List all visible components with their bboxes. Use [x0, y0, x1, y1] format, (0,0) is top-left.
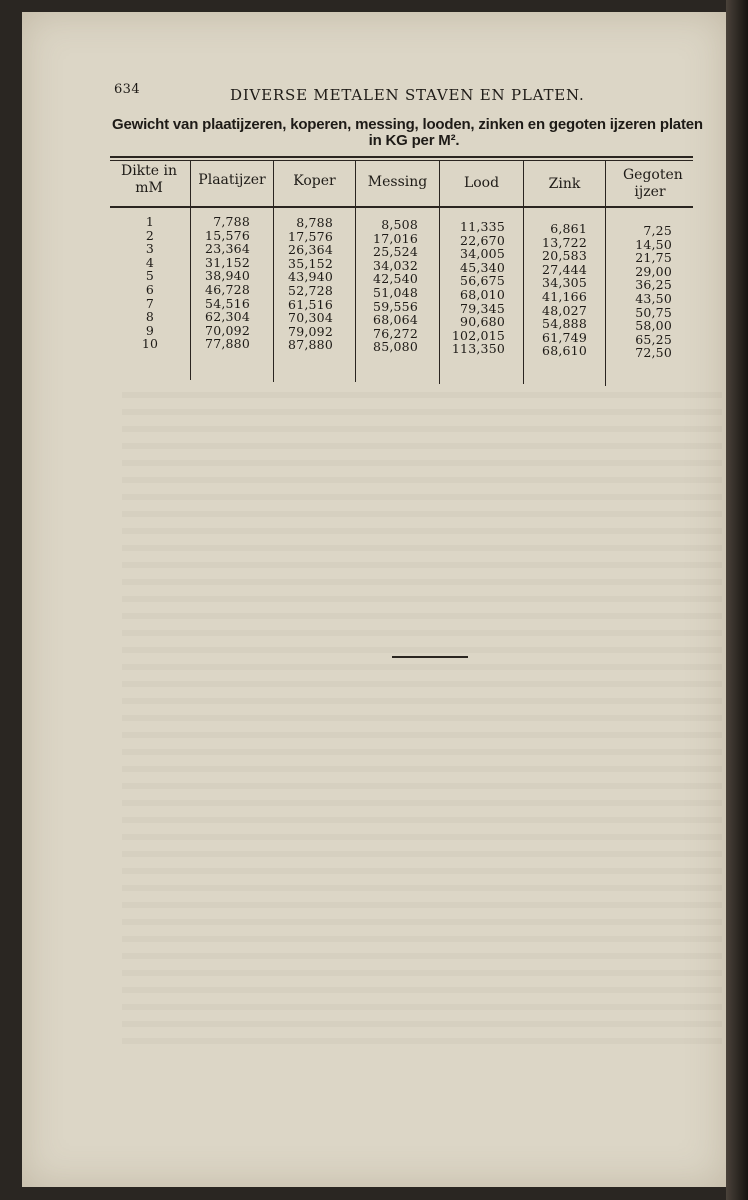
table-cell: 6,861	[550, 221, 587, 236]
header-messing: Messing	[367, 174, 428, 190]
table-cell: 61,516	[288, 296, 333, 312]
table-cell: 7,788	[213, 214, 250, 229]
table-cell: 5	[145, 268, 155, 284]
running-head	[92, 78, 692, 102]
table-cell: 38,940	[205, 268, 250, 284]
table-cell: 29,00	[635, 263, 672, 279]
table-cell: 79,345	[460, 300, 505, 316]
table-cell: 54,516	[205, 295, 250, 311]
header-koper: Koper	[293, 173, 336, 189]
table-cell: 72,50	[635, 345, 672, 361]
table-cell: 31,152	[205, 254, 250, 270]
column-dikte	[110, 215, 190, 351]
column-koper	[273, 216, 333, 352]
table-cell: 1	[145, 214, 155, 229]
table-cell: 43,50	[635, 290, 672, 306]
column-messing	[355, 218, 418, 354]
table-cell: 11,335	[460, 219, 505, 234]
table-cell: 77,880	[205, 336, 250, 352]
table-cell: 27,444	[542, 261, 587, 277]
table-cell: 20,583	[542, 248, 587, 264]
table-cell: 59,556	[373, 298, 418, 314]
table-cell: 14,50	[635, 236, 672, 252]
book-spine	[726, 0, 748, 1200]
table-cell: 34,305	[542, 275, 587, 291]
table-cell: 35,152	[288, 255, 333, 271]
header-gegoten-ijzer: Gegoten ijzer	[623, 167, 683, 200]
table-cell: 102,015	[451, 327, 505, 343]
table-cell: 9	[145, 322, 155, 338]
table-cell: 70,092	[205, 322, 250, 338]
table-cell: 7	[145, 295, 155, 311]
table-cell: 113,350	[451, 341, 505, 357]
header-lood: Lood	[463, 175, 500, 191]
table-cell: 6	[145, 281, 155, 297]
table-cell: 26,364	[288, 242, 333, 258]
table-cell: 34,005	[460, 246, 505, 262]
table-cell: 68,010	[460, 286, 505, 302]
table-cell: 2	[145, 227, 155, 243]
running-title: DIVERSE METALEN STAVEN EN PLATEN.	[230, 86, 585, 104]
show-through-rule	[392, 656, 468, 658]
header-plaatijzer: Plaatijzer	[198, 172, 266, 188]
table-cell: 41,166	[542, 288, 587, 304]
column-zink	[523, 222, 587, 358]
table-cell: 36,25	[635, 277, 672, 293]
table-cell: 8,788	[296, 215, 333, 230]
table-cell: 51,048	[373, 284, 418, 300]
table-cell: 8	[145, 309, 155, 325]
table-cell: 52,728	[288, 282, 333, 298]
table-cell: 17,016	[373, 230, 418, 246]
table-cell: 61,749	[542, 329, 587, 345]
column-lood	[439, 220, 505, 356]
header-dikte: Dikte in mM	[120, 163, 178, 196]
show-through-text	[122, 392, 722, 1052]
table-cell: 42,540	[373, 271, 418, 287]
table-cell: 22,670	[460, 232, 505, 248]
table-cell: 15,576	[205, 227, 250, 243]
table-cell: 54,888	[542, 316, 587, 332]
table-cell: 17,576	[288, 228, 333, 244]
table-caption	[112, 116, 703, 149]
table-cell: 4	[145, 254, 155, 270]
table-cell: 50,75	[635, 304, 672, 320]
table-cell: 21,75	[635, 250, 672, 266]
page-number: 634	[114, 82, 141, 97]
table-cell: 34,032	[373, 257, 418, 273]
table-cell: 23,364	[205, 241, 250, 257]
table-cell: 25,524	[373, 244, 418, 260]
table-cell: 70,304	[288, 310, 333, 326]
column-plaatijzer	[190, 215, 250, 351]
table-cell: 46,728	[205, 281, 250, 297]
table-cell: 56,675	[460, 273, 505, 289]
table-cell: 90,680	[460, 314, 505, 330]
caption-line-2: in KG per M².	[368, 132, 460, 149]
table-cell: 13,722	[542, 234, 587, 250]
table-cell: 8,508	[381, 217, 418, 232]
column-gegoten-ijzer	[605, 224, 672, 360]
table-top-rule	[110, 156, 693, 158]
table-cell: 76,272	[373, 325, 418, 341]
header-zink: Zink	[548, 176, 581, 192]
table-cell: 58,00	[635, 318, 672, 334]
table-cell: 65,25	[635, 331, 672, 347]
caption-line-1: Gewicht van plaatijzeren, koperen, messing, looden, zinken en gegoten ijzeren platen	[112, 116, 703, 133]
table-cell: 62,304	[205, 309, 250, 325]
table-cell: 7,25	[643, 223, 672, 238]
table-cell: 48,027	[542, 302, 587, 318]
table-cell: 10	[141, 336, 159, 352]
table-cell: 45,340	[460, 259, 505, 275]
table-cell: 43,940	[288, 269, 333, 285]
table-cell: 68,610	[542, 343, 587, 359]
table-cell: 87,880	[288, 337, 333, 353]
table-cell: 3	[145, 241, 155, 257]
table-cell: 79,092	[288, 323, 333, 339]
table-cell: 85,080	[373, 339, 418, 355]
table-cell: 68,064	[373, 312, 418, 328]
